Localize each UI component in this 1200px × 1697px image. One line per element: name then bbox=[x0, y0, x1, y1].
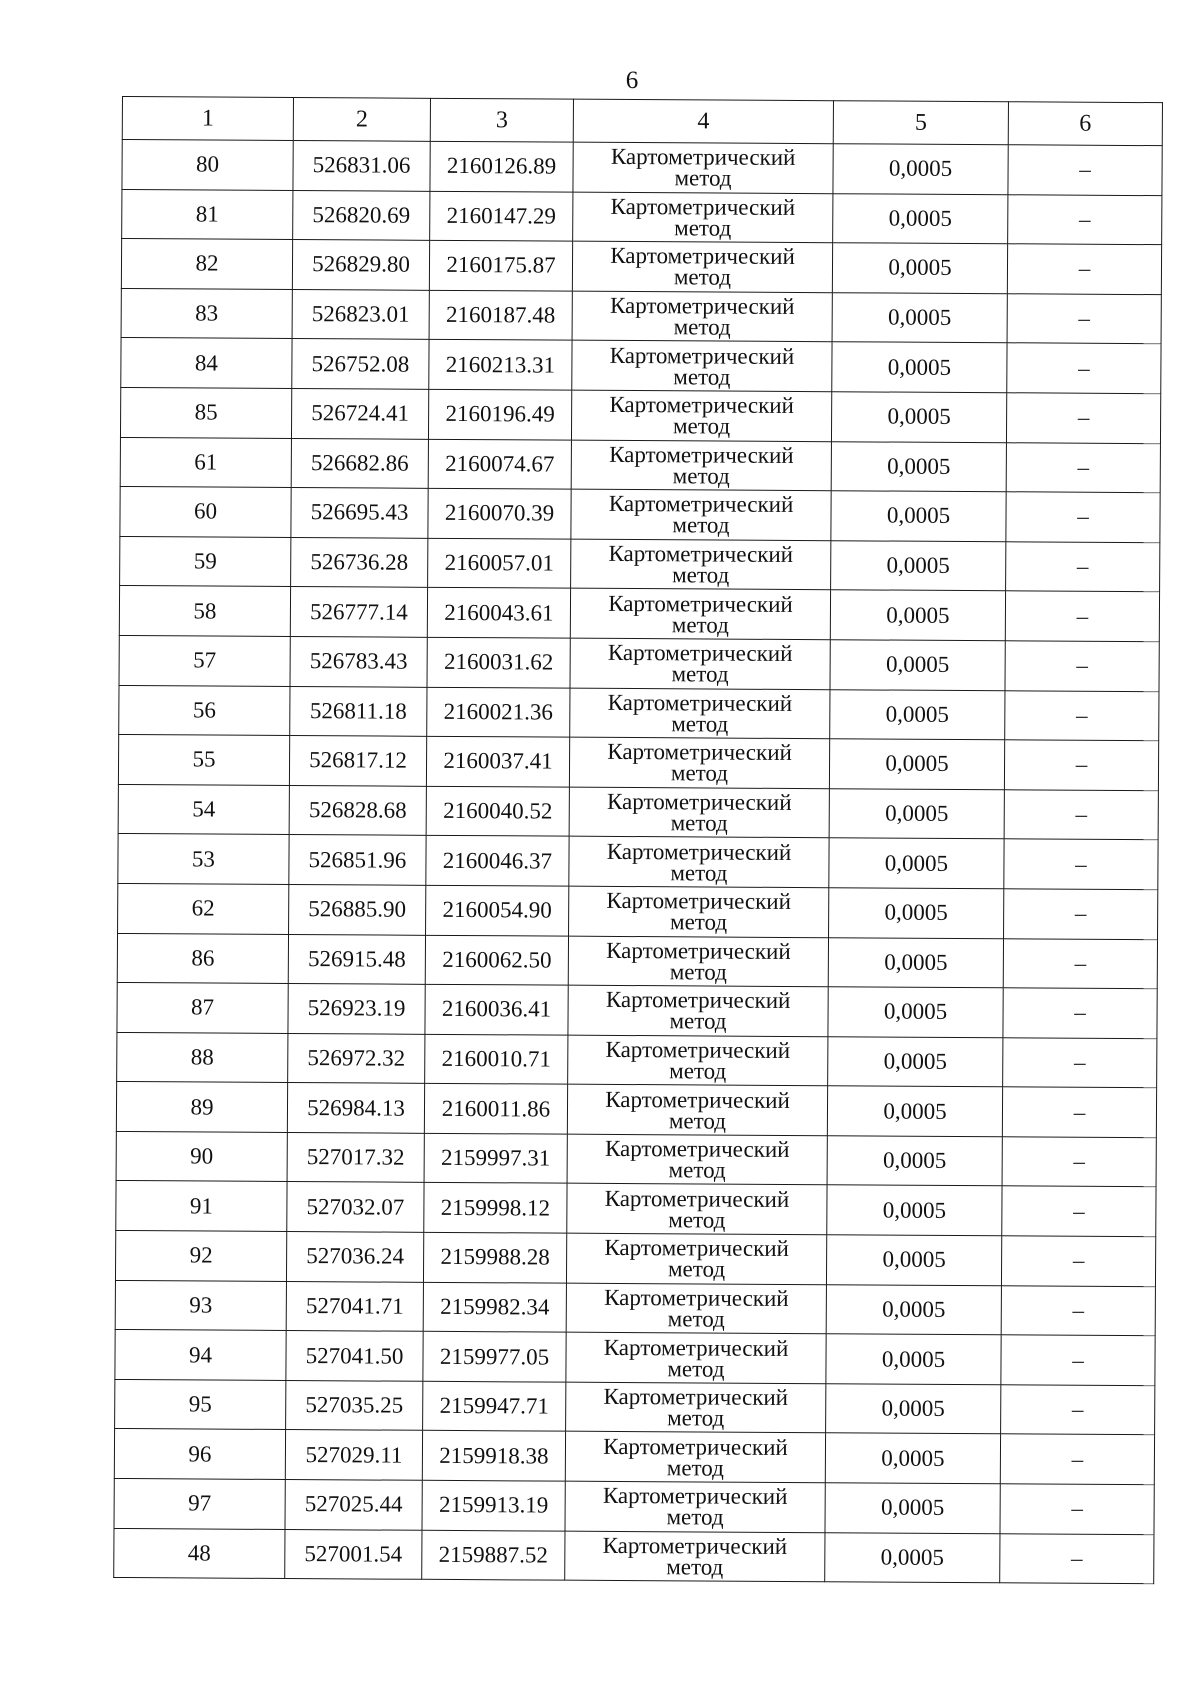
method-line-2: метод bbox=[670, 810, 728, 836]
method-line-1: Картометрический bbox=[608, 590, 793, 617]
method-line-2: метод bbox=[669, 1058, 727, 1084]
table-row bbox=[116, 1082, 1156, 1138]
method-line-2: метод bbox=[669, 959, 727, 985]
point-number-cell: 48 bbox=[114, 1528, 285, 1579]
method-line-1: Картометрический bbox=[607, 739, 792, 766]
point-number-cell: 59 bbox=[120, 536, 291, 587]
coordinate-x-cell: 527032.07 bbox=[287, 1182, 424, 1232]
method-line-1: Картометрический bbox=[605, 987, 791, 1014]
coordinate-x-cell: 527041.71 bbox=[286, 1281, 423, 1331]
accuracy-cell: 0,0005 bbox=[827, 1136, 1002, 1187]
note-cell: – bbox=[1008, 194, 1162, 245]
coordinate-x-cell: 526695.43 bbox=[291, 488, 428, 538]
point-number-cell: 62 bbox=[118, 883, 289, 934]
table-body bbox=[114, 97, 1163, 1584]
table-row bbox=[117, 983, 1157, 1039]
method-cell bbox=[566, 1283, 826, 1334]
accuracy-cell: 0,0005 bbox=[825, 1483, 1000, 1534]
coordinate-x-cell: 526972.32 bbox=[288, 1033, 425, 1083]
method-line-2: метод bbox=[669, 1008, 727, 1034]
method-cell bbox=[572, 291, 832, 342]
accuracy-cell: 0,0005 bbox=[828, 987, 1003, 1038]
header-cell: 3 bbox=[430, 98, 573, 142]
coordinate-y-cell: 2160021.36 bbox=[427, 687, 570, 737]
coordinate-y-cell: 2160175.87 bbox=[429, 241, 572, 291]
point-number-cell: 90 bbox=[116, 1131, 287, 1182]
accuracy-cell: 0,0005 bbox=[826, 1284, 1001, 1335]
table-row bbox=[116, 1131, 1156, 1187]
coordinate-y-cell: 2159918.38 bbox=[422, 1431, 565, 1481]
method-cell bbox=[571, 489, 831, 540]
method-line-2: метод bbox=[670, 859, 728, 886]
method-cell bbox=[568, 936, 828, 987]
coordinate-y-cell: 2159998.12 bbox=[424, 1183, 567, 1233]
table-row bbox=[114, 1479, 1154, 1535]
method-cell bbox=[567, 1184, 827, 1235]
method-line-2: метод bbox=[668, 1207, 726, 1233]
coordinate-y-cell: 2159988.28 bbox=[423, 1232, 566, 1282]
note-cell: – bbox=[1005, 690, 1159, 741]
method-line-1: Картометрический bbox=[609, 342, 795, 369]
method-line-2: метод bbox=[672, 463, 730, 489]
note-cell: – bbox=[1004, 740, 1158, 791]
coordinate-y-cell: 2160040.52 bbox=[426, 786, 569, 836]
point-number-cell: 84 bbox=[121, 338, 292, 389]
method-line-1: Картометрический bbox=[608, 540, 794, 568]
point-number-cell: 56 bbox=[119, 685, 290, 736]
coordinate-x-cell: 527001.54 bbox=[285, 1529, 422, 1579]
note-cell: – bbox=[1000, 1533, 1154, 1584]
method-cell bbox=[571, 539, 831, 590]
method-line-1: Картометрический bbox=[607, 689, 793, 716]
point-number-cell: 97 bbox=[114, 1479, 285, 1530]
point-number-cell: 55 bbox=[118, 735, 289, 786]
coordinate-y-cell: 2160213.31 bbox=[429, 340, 572, 390]
note-cell: – bbox=[1000, 1484, 1154, 1535]
coordinate-x-cell: 526820.69 bbox=[293, 190, 430, 240]
point-number-cell: 82 bbox=[121, 239, 292, 290]
coordinate-y-cell: 2159977.05 bbox=[423, 1332, 566, 1382]
coordinate-x-cell: 526923.19 bbox=[288, 984, 425, 1034]
table-row bbox=[115, 1330, 1155, 1386]
coordinate-y-cell: 2160037.41 bbox=[426, 736, 569, 786]
coordinate-y-cell: 2160031.62 bbox=[427, 637, 570, 687]
method-line-1: Картометрический bbox=[604, 1235, 789, 1262]
method-line-2: метод bbox=[666, 1504, 724, 1530]
method-cell bbox=[573, 192, 833, 243]
table-row bbox=[121, 239, 1161, 295]
note-cell: – bbox=[1007, 343, 1161, 394]
coordinate-x-cell: 526783.43 bbox=[290, 636, 427, 686]
table-row bbox=[122, 140, 1162, 196]
note-cell: – bbox=[1001, 1335, 1155, 1386]
header-cell: 1 bbox=[122, 97, 293, 141]
point-number-cell: 96 bbox=[114, 1429, 285, 1480]
method-cell bbox=[566, 1332, 826, 1383]
table-row bbox=[119, 586, 1159, 642]
coordinates-table bbox=[113, 96, 1163, 1584]
coordinate-x-cell: 526724.41 bbox=[291, 388, 428, 438]
method-line-1: Картометрический bbox=[606, 888, 792, 915]
point-number-cell: 91 bbox=[116, 1181, 287, 1232]
method-line-1: Картометрический bbox=[604, 1185, 790, 1212]
method-line-1: Картометрический bbox=[607, 640, 793, 667]
accuracy-cell: 0,0005 bbox=[826, 1384, 1001, 1435]
method-cell bbox=[565, 1432, 825, 1483]
coordinate-y-cell: 2160036.41 bbox=[425, 984, 568, 1034]
method-line-2: метод bbox=[672, 512, 730, 539]
method-line-2: метод bbox=[670, 909, 728, 935]
method-line-2: метод bbox=[673, 363, 731, 390]
table-row bbox=[116, 1181, 1156, 1237]
method-line-2: метод bbox=[673, 314, 731, 340]
point-number-cell: 88 bbox=[117, 1032, 288, 1083]
method-line-2: метод bbox=[674, 215, 732, 241]
method-line-1: Картометрический bbox=[606, 937, 791, 964]
method-line-2: метод bbox=[671, 611, 729, 638]
table-row bbox=[117, 933, 1157, 989]
note-cell: – bbox=[1004, 839, 1158, 890]
note-cell: – bbox=[1003, 938, 1157, 989]
coordinate-y-cell: 2160010.71 bbox=[425, 1034, 568, 1084]
note-cell: – bbox=[1002, 1137, 1156, 1188]
coordinate-x-cell: 526885.90 bbox=[289, 884, 426, 934]
coordinate-y-cell: 2160046.37 bbox=[426, 836, 569, 886]
point-number-cell: 53 bbox=[118, 834, 289, 885]
accuracy-cell: 0,0005 bbox=[833, 144, 1008, 195]
method-line-1: Картометрический bbox=[609, 392, 794, 419]
coordinate-y-cell: 2159947.71 bbox=[423, 1381, 566, 1431]
accuracy-cell: 0,0005 bbox=[832, 292, 1007, 343]
method-line-1: Картометрический bbox=[604, 1284, 789, 1311]
table-row bbox=[120, 536, 1160, 592]
accuracy-cell: 0,0005 bbox=[829, 838, 1004, 889]
accuracy-cell: 0,0005 bbox=[829, 739, 1004, 790]
method-line-1: Картометрический bbox=[610, 193, 796, 220]
page-number: 6 bbox=[625, 67, 639, 94]
method-cell bbox=[566, 1382, 826, 1433]
point-number-cell: 94 bbox=[115, 1330, 286, 1381]
method-cell bbox=[572, 341, 832, 392]
accuracy-cell: 0,0005 bbox=[828, 1036, 1003, 1087]
coordinate-y-cell: 2160126.89 bbox=[430, 141, 573, 191]
accuracy-cell: 0,0005 bbox=[832, 342, 1007, 393]
coordinate-y-cell: 2160062.50 bbox=[425, 935, 568, 985]
table-row bbox=[119, 685, 1159, 741]
note-cell: – bbox=[1006, 393, 1160, 444]
method-line-1: Картометрический bbox=[604, 1136, 790, 1163]
method-cell bbox=[567, 1084, 827, 1135]
coordinate-x-cell: 527041.50 bbox=[286, 1331, 423, 1381]
table-row bbox=[121, 288, 1161, 344]
note-cell: – bbox=[1002, 1186, 1156, 1237]
point-number-cell: 89 bbox=[116, 1082, 287, 1133]
accuracy-cell: 0,0005 bbox=[827, 1185, 1002, 1236]
accuracy-cell: 0,0005 bbox=[829, 788, 1004, 839]
coordinate-x-cell: 526984.13 bbox=[287, 1083, 424, 1133]
method-line-2: метод bbox=[666, 1454, 724, 1481]
accuracy-cell: 0,0005 bbox=[830, 590, 1005, 641]
method-line-1: Картометрический bbox=[608, 491, 794, 518]
point-number-cell: 83 bbox=[121, 288, 292, 339]
coordinate-x-cell: 526777.14 bbox=[290, 587, 427, 637]
note-cell: – bbox=[1008, 145, 1162, 196]
point-number-cell: 54 bbox=[118, 784, 289, 835]
method-line-1: Картометрический bbox=[610, 243, 795, 270]
header-cell: 4 bbox=[573, 99, 833, 144]
accuracy-cell: 0,0005 bbox=[831, 491, 1006, 542]
method-cell bbox=[569, 886, 829, 937]
method-cell bbox=[567, 1134, 827, 1185]
note-cell: – bbox=[1001, 1385, 1155, 1436]
method-line-1: Картометрический bbox=[606, 838, 792, 865]
method-line-2: метод bbox=[668, 1157, 726, 1183]
point-number-cell: 86 bbox=[117, 933, 288, 984]
method-line-1: Картометрический bbox=[602, 1532, 788, 1559]
table-row bbox=[114, 1429, 1154, 1485]
accuracy-cell: 0,0005 bbox=[831, 441, 1006, 492]
method-line-1: Картометрический bbox=[603, 1384, 789, 1411]
method-line-2: метод bbox=[671, 661, 729, 687]
method-line-2: метод bbox=[668, 1107, 727, 1134]
method-line-2: метод bbox=[667, 1355, 725, 1382]
method-cell bbox=[568, 1035, 828, 1086]
coordinate-y-cell: 2159913.19 bbox=[422, 1480, 565, 1530]
header-row bbox=[122, 97, 1162, 146]
table-row bbox=[122, 189, 1162, 245]
coordinate-x-cell: 526682.86 bbox=[291, 438, 428, 488]
accuracy-cell: 0,0005 bbox=[830, 640, 1005, 691]
accuracy-cell: 0,0005 bbox=[825, 1532, 1000, 1583]
table-row bbox=[114, 1528, 1154, 1584]
note-cell: – bbox=[1004, 889, 1158, 940]
method-cell bbox=[569, 836, 829, 887]
method-line-2: метод bbox=[667, 1405, 725, 1431]
method-cell bbox=[570, 638, 830, 689]
coordinate-y-cell: 2159887.52 bbox=[422, 1530, 565, 1580]
method-line-2: метод bbox=[672, 562, 730, 588]
table-row bbox=[119, 635, 1159, 691]
method-line-2: метод bbox=[672, 413, 731, 439]
coordinate-y-cell: 2160011.86 bbox=[424, 1084, 567, 1134]
method-cell bbox=[565, 1531, 825, 1582]
accuracy-cell: 0,0005 bbox=[831, 540, 1006, 591]
coordinate-y-cell: 2160054.90 bbox=[426, 885, 569, 935]
note-cell: – bbox=[1006, 442, 1160, 493]
header-cell: 5 bbox=[833, 101, 1008, 145]
method-line-1: Картометрический bbox=[606, 788, 792, 816]
coordinate-y-cell: 2160074.67 bbox=[428, 439, 571, 489]
point-number-cell: 81 bbox=[122, 189, 293, 240]
coordinate-x-cell: 526811.18 bbox=[290, 686, 427, 736]
accuracy-cell: 0,0005 bbox=[831, 392, 1006, 443]
note-cell: – bbox=[1003, 1037, 1157, 1088]
coordinate-y-cell: 2160196.49 bbox=[428, 389, 571, 439]
note-cell: – bbox=[1005, 591, 1159, 642]
accuracy-cell: 0,0005 bbox=[830, 689, 1005, 740]
method-cell bbox=[569, 737, 829, 788]
note-cell: – bbox=[1003, 988, 1157, 1039]
coordinate-x-cell: 526851.96 bbox=[289, 835, 426, 885]
method-line-1: Картометрический bbox=[609, 441, 794, 468]
coordinate-x-cell: 527017.32 bbox=[287, 1132, 424, 1182]
table-row bbox=[118, 735, 1158, 791]
point-number-cell: 58 bbox=[119, 586, 290, 637]
note-cell: – bbox=[1000, 1434, 1154, 1485]
accuracy-cell: 0,0005 bbox=[829, 888, 1004, 939]
coordinate-x-cell: 526828.68 bbox=[289, 785, 426, 835]
method-line-2: метод bbox=[670, 760, 729, 787]
accuracy-cell: 0,0005 bbox=[828, 937, 1003, 988]
note-cell: – bbox=[1001, 1285, 1155, 1336]
coordinate-x-cell: 527036.24 bbox=[286, 1232, 423, 1282]
coordinate-x-cell: 526752.08 bbox=[292, 339, 429, 389]
point-number-cell: 92 bbox=[115, 1231, 286, 1282]
point-number-cell: 87 bbox=[117, 983, 288, 1034]
method-line-1: Картометрический bbox=[605, 1086, 790, 1113]
coordinate-y-cell: 2160147.29 bbox=[430, 191, 573, 241]
point-number-cell: 60 bbox=[120, 487, 291, 538]
method-line-2: метод bbox=[667, 1256, 726, 1282]
accuracy-cell: 0,0005 bbox=[826, 1334, 1001, 1385]
method-line-2: метод bbox=[666, 1554, 724, 1580]
point-number-cell: 57 bbox=[119, 635, 290, 686]
method-cell bbox=[569, 787, 829, 838]
method-line-1: Картометрический bbox=[603, 1334, 789, 1361]
point-number-cell: 80 bbox=[122, 140, 293, 191]
note-cell: – bbox=[1007, 294, 1161, 345]
accuracy-cell: 0,0005 bbox=[825, 1433, 1000, 1484]
method-line-1: Картометрический bbox=[609, 292, 795, 320]
coordinate-x-cell: 526831.06 bbox=[293, 141, 430, 191]
coordinate-x-cell: 527035.25 bbox=[286, 1380, 423, 1430]
coordinate-x-cell: 526829.80 bbox=[292, 240, 429, 290]
table-row bbox=[118, 883, 1158, 939]
header-cell: 2 bbox=[293, 98, 430, 142]
table-row bbox=[121, 338, 1161, 394]
note-cell: – bbox=[1004, 789, 1158, 840]
note-cell: – bbox=[1006, 492, 1160, 543]
method-cell bbox=[570, 589, 830, 640]
note-cell: – bbox=[1005, 641, 1159, 692]
method-line-1: Картометрический bbox=[602, 1483, 788, 1510]
accuracy-cell: 0,0005 bbox=[832, 243, 1007, 294]
coordinate-x-cell: 526915.48 bbox=[288, 934, 425, 984]
note-cell: – bbox=[1006, 542, 1160, 593]
coordinate-x-cell: 526817.12 bbox=[289, 736, 426, 786]
coordinate-y-cell: 2159997.31 bbox=[424, 1133, 567, 1183]
method-line-2: метод bbox=[674, 165, 732, 191]
table-row bbox=[118, 834, 1158, 890]
method-cell bbox=[570, 688, 830, 739]
table-row bbox=[117, 1032, 1157, 1088]
method-cell bbox=[571, 440, 831, 491]
point-number-cell: 93 bbox=[115, 1280, 286, 1331]
header-cell: 6 bbox=[1008, 102, 1162, 146]
method-cell bbox=[573, 142, 833, 193]
coordinate-x-cell: 527025.44 bbox=[285, 1480, 422, 1530]
accuracy-cell: 0,0005 bbox=[827, 1086, 1002, 1137]
method-line-1: Картометрический bbox=[605, 1036, 791, 1063]
point-number-cell: 95 bbox=[115, 1379, 286, 1430]
method-cell bbox=[566, 1233, 826, 1284]
method-line-2: метод bbox=[667, 1306, 725, 1332]
coordinate-x-cell: 526823.01 bbox=[292, 289, 429, 339]
point-number-cell: 61 bbox=[120, 437, 291, 488]
note-cell: – bbox=[1002, 1087, 1156, 1138]
method-cell bbox=[572, 241, 832, 292]
coordinate-y-cell: 2160187.48 bbox=[429, 290, 572, 340]
accuracy-cell: 0,0005 bbox=[826, 1235, 1001, 1286]
method-line-1: Картометрический bbox=[603, 1433, 788, 1460]
method-line-1: Картометрический bbox=[610, 144, 796, 171]
method-line-2: метод bbox=[671, 711, 729, 737]
coordinate-x-cell: 527029.11 bbox=[285, 1430, 422, 1480]
method-line-2: метод bbox=[673, 264, 732, 291]
table-row bbox=[120, 487, 1160, 543]
table-row bbox=[115, 1379, 1155, 1435]
method-cell bbox=[571, 390, 831, 441]
table-row bbox=[115, 1280, 1155, 1336]
accuracy-cell: 0,0005 bbox=[833, 193, 1008, 244]
point-number-cell: 85 bbox=[120, 387, 291, 438]
note-cell: – bbox=[1001, 1236, 1155, 1287]
table-row bbox=[118, 784, 1158, 840]
method-cell bbox=[568, 985, 828, 1036]
coordinate-y-cell: 2159982.34 bbox=[423, 1282, 566, 1332]
coordinate-y-cell: 2160057.01 bbox=[428, 538, 571, 588]
note-cell: – bbox=[1007, 244, 1161, 295]
table-row bbox=[120, 387, 1160, 443]
table-row bbox=[120, 437, 1160, 493]
coordinate-y-cell: 2160043.61 bbox=[427, 588, 570, 638]
table-row bbox=[115, 1231, 1155, 1287]
coordinate-x-cell: 526736.28 bbox=[291, 537, 428, 587]
coordinate-y-cell: 2160070.39 bbox=[428, 488, 571, 538]
method-cell bbox=[565, 1481, 825, 1532]
